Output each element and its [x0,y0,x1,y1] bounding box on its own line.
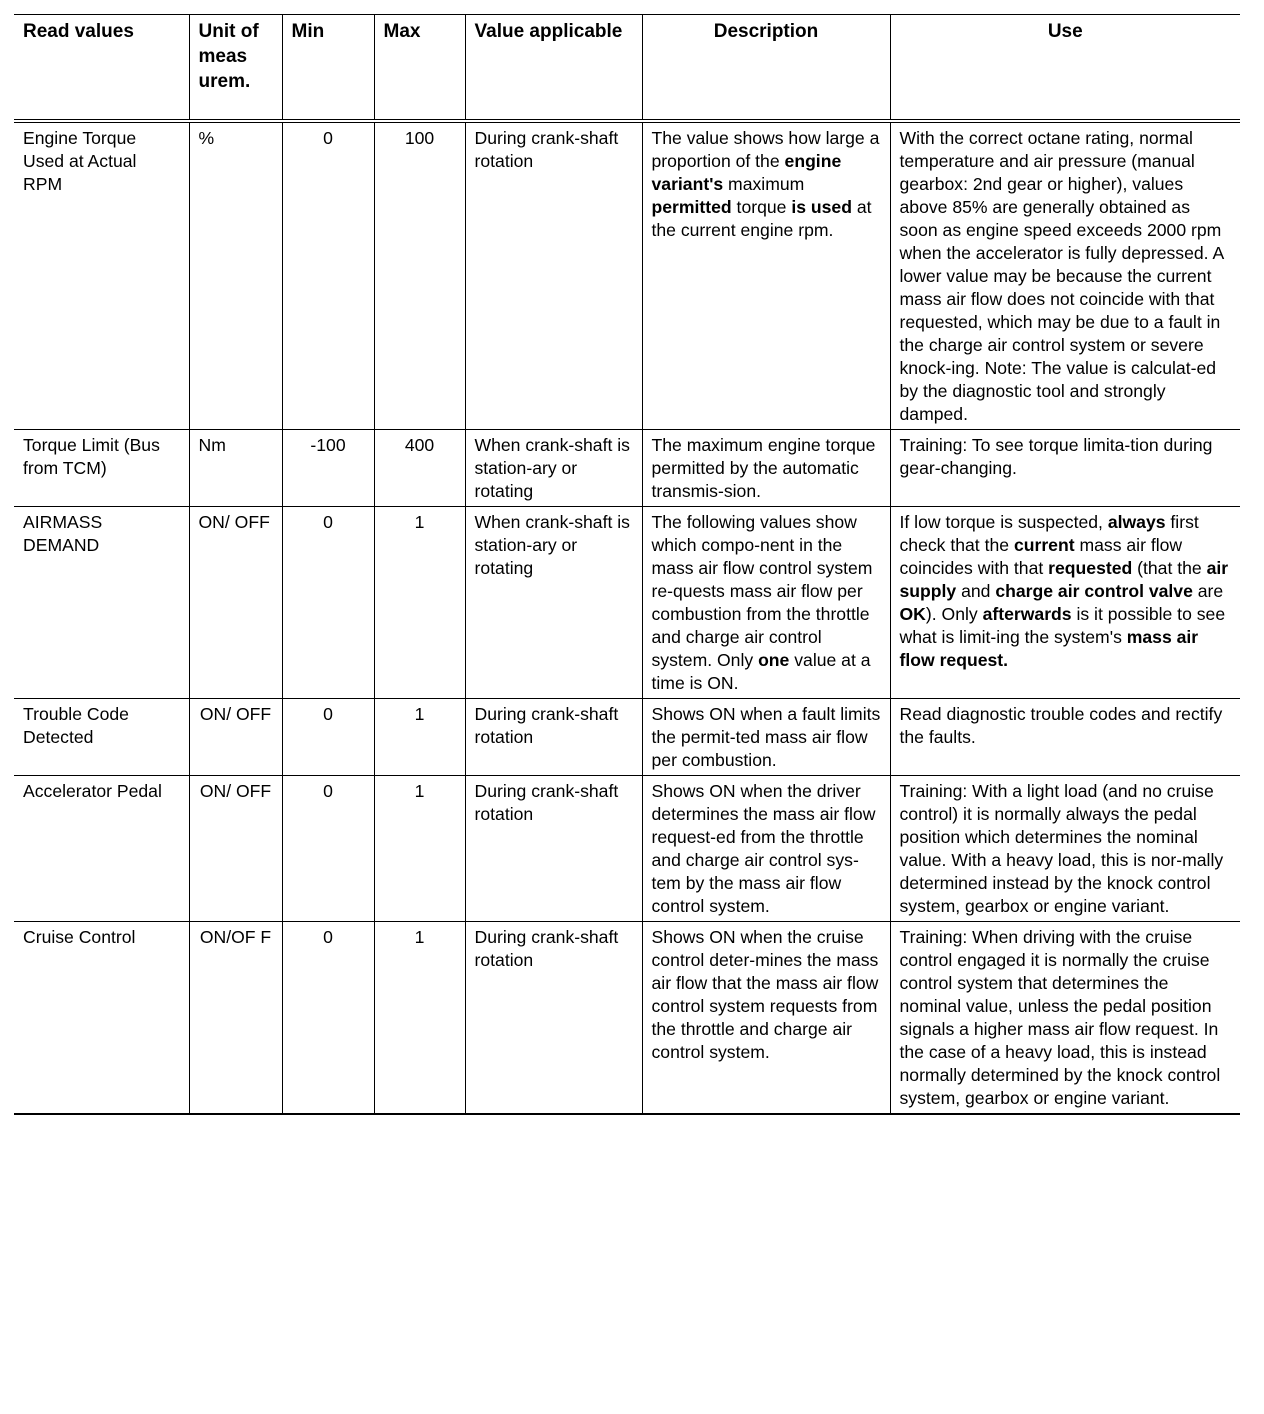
header-use: Use [890,15,1240,121]
cell-use-segment: requested [1048,557,1133,578]
cell-value-applicable: During crank-shaft rotation [465,775,642,921]
table-row [14,506,1240,698]
header-min: Min [282,15,374,121]
cell-use-segment: Training: With a light load (and no cruise control) it is normally always the pedal position which determines the nominal value. With a heavy load, this is nor-mally determined instead by the knock control system, gearbox or engine variant. [899,780,1224,916]
cell-description-segment: engine variant's [651,150,842,194]
cell-min: -100 [282,429,374,506]
cell-use-segment: Read diagnostic trouble codes and rectify the faults. [899,703,1223,747]
cell-min: 0 [282,921,374,1114]
cell-use-segment: are [1192,580,1224,601]
cell-use-segment: mass air flow request. [899,626,1199,670]
cell-description-segment: Shows ON when a fault limits the permit-ted mass air flow per combustion. [651,703,881,770]
cell-description-segment: one [758,649,790,670]
cell-unit: ON/ OFF [189,775,282,921]
cell-value-applicable: When crank-shaft is station-ary or rotating [465,429,642,506]
cell-max: 1 [374,506,465,698]
cell-use-segment: OK [899,603,926,624]
table-row [14,921,1240,1114]
cell-read-value: AIRMASS DEMAND [14,506,189,698]
cell-unit: ON/ OFF [189,698,282,775]
cell-use-segment: If low torque is suspected, [899,511,1108,532]
cell-use-segment: current [1013,534,1075,555]
header-description: Description [642,15,890,121]
cell-unit: % [189,121,282,430]
cell-value-applicable: During crank-shaft rotation [465,921,642,1114]
cell-unit: ON/OF F [189,921,282,1114]
header-value-applicable: Value applicable [465,15,642,121]
cell-description-segment: at the current engine rpm. [651,196,872,240]
cell-unit: ON/ OFF [189,506,282,698]
cell-use-segment: first check that the [899,511,1199,555]
cell-read-value: Engine Torque Used at Actual RPM [14,121,189,430]
cell-use [890,429,1240,506]
cell-description [642,775,890,921]
cell-description-segment: permitted [651,196,732,217]
cell-max: 1 [374,698,465,775]
cell-description [642,121,890,430]
cell-use [890,698,1240,775]
cell-use-segment: Training: When driving with the cruise control engaged it is normally the cruise control system that determines the nominal value, unless the pedal position signals a higher mass air flow request. In the case of a heavy load, this is instead normally determined by the knock control system, gearbox or engine variant. [899,926,1221,1108]
cell-read-value: Trouble Code Detected [14,698,189,775]
cell-use-segment: ). Only [925,603,983,624]
read-values-table [14,14,1240,1115]
cell-value-applicable: During crank-shaft rotation [465,698,642,775]
cell-use-segment: afterwards [982,603,1072,624]
cell-use-segment: air supply [899,557,1229,601]
cell-max: 1 [374,775,465,921]
cell-use-segment: (that the [1132,557,1207,578]
cell-value-applicable: During crank-shaft rotation [465,121,642,430]
cell-use [890,921,1240,1114]
cell-read-value: Torque Limit (Bus from TCM) [14,429,189,506]
header-unit [189,15,282,121]
cell-min: 0 [282,698,374,775]
table-row [14,121,1240,430]
cell-description-segment: The maximum engine torque permitted by the automatic transmis-sion. [651,434,876,501]
cell-min: 0 [282,121,374,430]
header-max: Max [374,15,465,121]
cell-use [890,506,1240,698]
cell-max: 400 [374,429,465,506]
cell-description [642,698,890,775]
cell-description-segment: is used [791,196,852,217]
cell-description [642,921,890,1114]
cell-read-value: Accelerator Pedal [14,775,189,921]
cell-use [890,775,1240,921]
cell-description [642,429,890,506]
cell-read-value: Cruise Control [14,921,189,1114]
header-read-values: Read values [14,15,189,121]
table-row [14,775,1240,921]
cell-use-segment: is it possible to see what is limit-ing the system's [899,603,1226,647]
cell-value-applicable: When crank-shaft is station-ary or rotating [465,506,642,698]
table-row [14,429,1240,506]
cell-use-segment: Training: To see torque limita-tion during gear-changing. [899,434,1213,478]
header-unit-text: Unit of meas urem. [198,21,259,92]
cell-use-segment: With the correct octane rating, normal temperature and air pressure (manual gearbox: 2nd gear or higher), values above 85% are generally obtained as soon as engine speed exceeds 2000 rpm when the accelerator is fully depressed. A lower value may be because the current mass air flow does not coincide with that requested, which may be due to a fault in the charge air control system or severe knock-ing. Note: The value is calculat-ed by the diagnostic tool and strongly damped. [899,127,1224,424]
cell-description-segment: value at a time is ON. [651,649,871,693]
cell-max: 100 [374,121,465,430]
cell-unit: Nm [189,429,282,506]
cell-description [642,506,890,698]
cell-description-segment: Shows ON when the cruise control deter-mines the mass air flow that the mass air flow control system requests from the throttle and charge air control system. [651,926,879,1062]
cell-min: 0 [282,506,374,698]
cell-description-segment: The value shows how large a proportion of the [651,127,880,171]
cell-description-segment: torque [731,196,792,217]
header-row [14,15,1240,121]
cell-max: 1 [374,921,465,1114]
cell-description-segment: maximum [723,173,805,194]
cell-use-segment: and [956,580,996,601]
cell-min: 0 [282,775,374,921]
cell-use-segment: mass air flow coincides with that [899,534,1183,578]
cell-description-segment: The following values show which compo-nent in the mass air flow control system re-quests mass air flow per combustion from the throttle and charge air control system. Only [651,511,873,670]
cell-description-segment: Shows ON when the driver determines the mass air flow request-ed from the throttle and charge air control sys-tem by the mass air flow control system. [651,780,876,916]
cell-use [890,121,1240,430]
cell-use-segment: always [1107,511,1166,532]
cell-use-segment: charge air control valve [995,580,1193,601]
table-row [14,698,1240,775]
